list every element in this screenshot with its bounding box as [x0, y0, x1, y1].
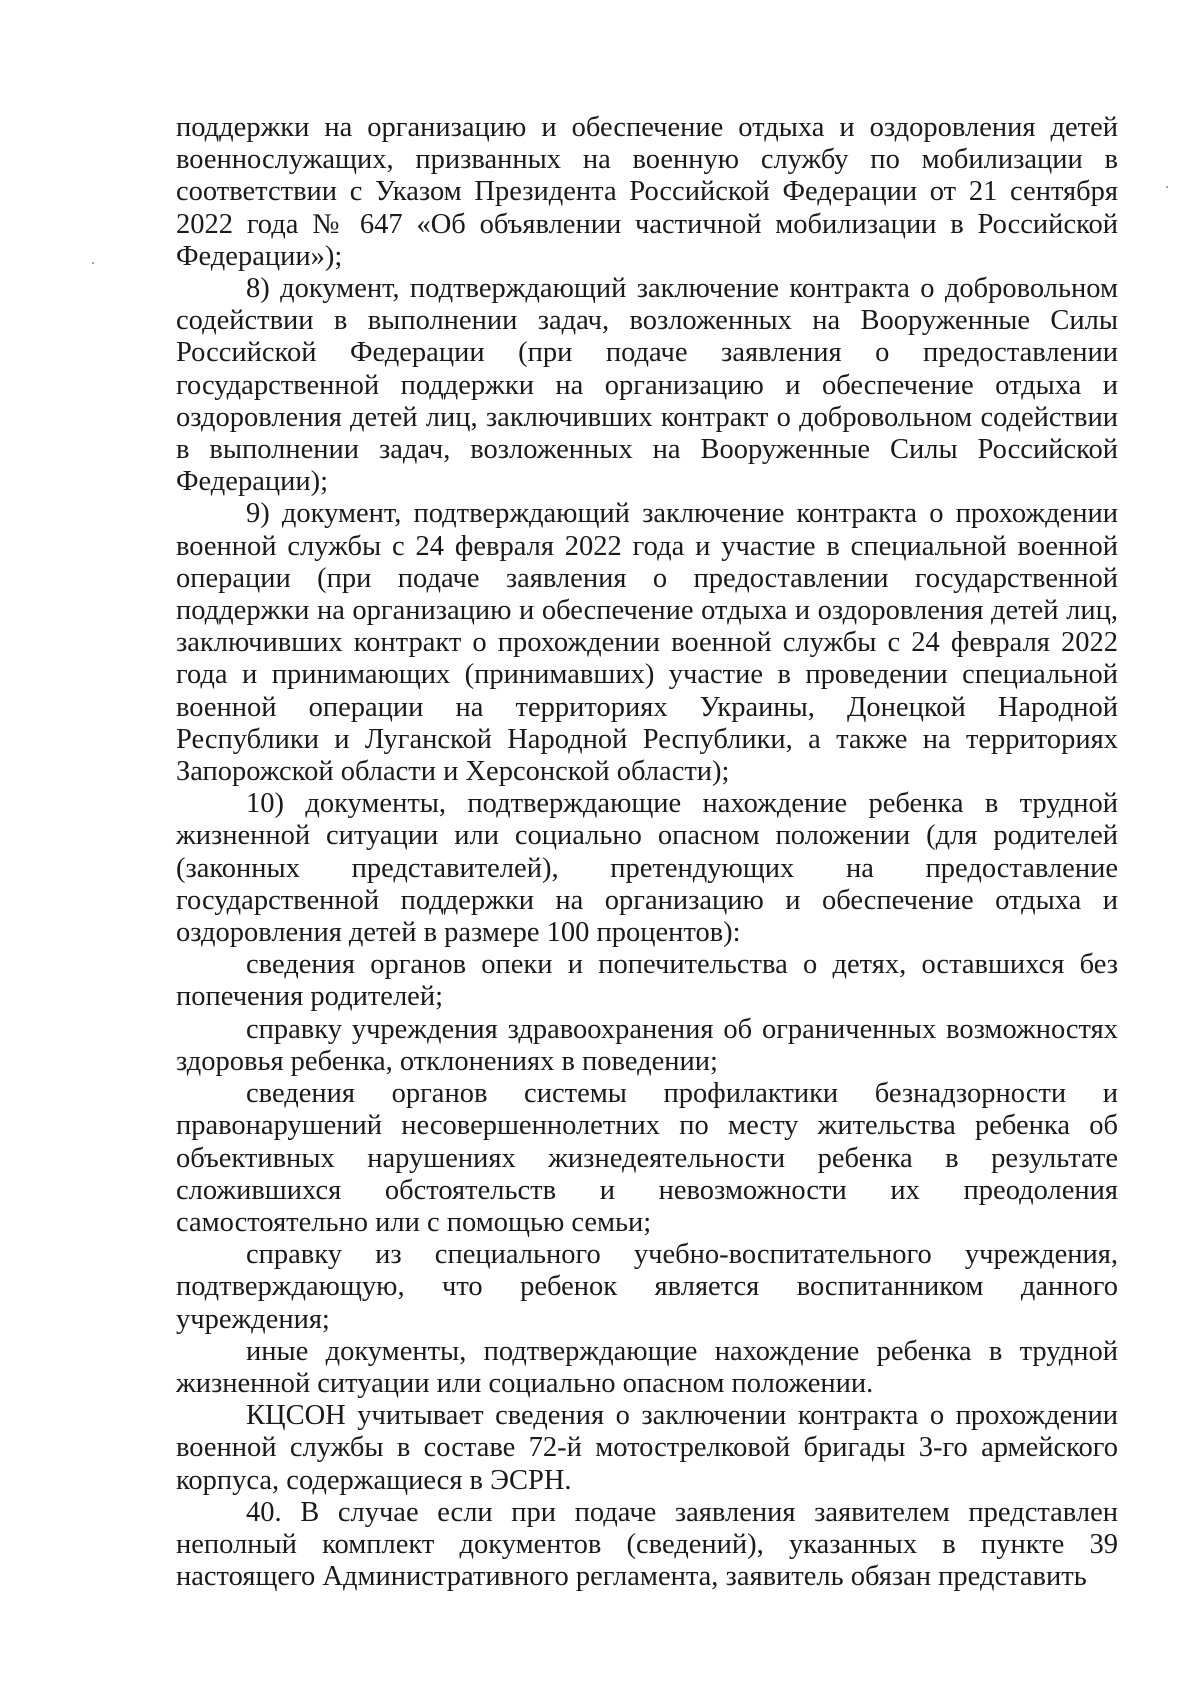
paragraph-kcson: КЦСОН учитывает сведения о заключении контракта о прохождении военной службы в составе 72-й мотострелковой бригады 3-го армейского корпуса, содержащиеся в ЭСРН. — [176, 1400, 1118, 1496]
scan-speck — [1166, 186, 1168, 188]
paragraph-subitem-special-institution: справку из специального учебно-воспитательного учреждения, подтверждающую, что ребенок является воспитанником данного учреждения; — [176, 1239, 1118, 1335]
paragraph-subitem-prevention: сведения органов системы профилактики безнадзорности и правонарушений несовершеннолетних по месту жительства ребенка об объективных нарушениях жизнедеятельности ребенка в результате сложившихся обстоятельств и невозможности их преодоления самостоятельно или с помощью семьи; — [176, 1078, 1118, 1238]
paragraph-item-40: 40. В случае если при подаче заявления заявителем представлен неполный комплект документов (сведений), указанных в пункте 39 настоящего Административного регламента, заявитель обязан представить — [176, 1496, 1118, 1593]
paragraph-subitem-other-documents: иные документы, подтверждающие нахождение ребенка в трудной жизненной ситуации или социально опасном положении. — [176, 1335, 1118, 1399]
paragraph-subitem-health: справку учреждения здравоохранения об ограниченных возможностях здоровья ребенка, отклонениях в поведении; — [176, 1013, 1118, 1077]
document-page — [176, 112, 1118, 1593]
paragraph-item-10: 10) документы, подтверждающие нахождение ребенка в трудной жизненной ситуации или социально опасном положении (для родителей (законных представителей), претендующих на предоставление государственной поддержки на организацию и обеспечение отдыха и оздоровления детей в размере 100 процентов): — [176, 788, 1118, 949]
scan-speck — [92, 262, 94, 264]
paragraph-item-8: 8) документ, подтверждающий заключение контракта о добровольном содействии в выполнении задач, возложенных на Вооруженные Силы Российской Федерации (при подаче заявления о предоставлении государственной поддержки на организацию и обеспечение отдыха и оздоровления детей лиц, заключивших контракт о добровольном содействии в выполнении задач, возложенных на Вооруженные Силы Российской Федерации); — [176, 273, 1118, 498]
paragraph-subitem-guardianship: сведения органов опеки и попечительства о детях, оставшихся без попечения родителей; — [176, 949, 1118, 1013]
paragraph-continuation: поддержки на организацию и обеспечение отдыха и оздоровления детей военнослужащих, призванных на военную службу по мобилизации в соответствии с Указом Президента Российской Федерации от 21 сентября 2022 года № 647 «Об объявлении частичной мобилизации в Российской Федерации»); — [176, 112, 1118, 272]
paragraph-item-9: 9) документ, подтверждающий заключение контракта о прохождении военной службы с 24 февраля 2022 года и участие в специальной военной операции (при подаче заявления о предоставлении государственной поддержки на организацию и обеспечение отдыха и оздоровления детей лиц, заключивших контракт о прохождении военной службы с 24 февраля 2022 года и принимающих (принимавших) участие в проведении специальной военной операции на территориях Украины, Донецкой Народной Республики и Луганской Народной Республики, а также на территориях Запорожской области и Херсонской области); — [176, 498, 1118, 788]
